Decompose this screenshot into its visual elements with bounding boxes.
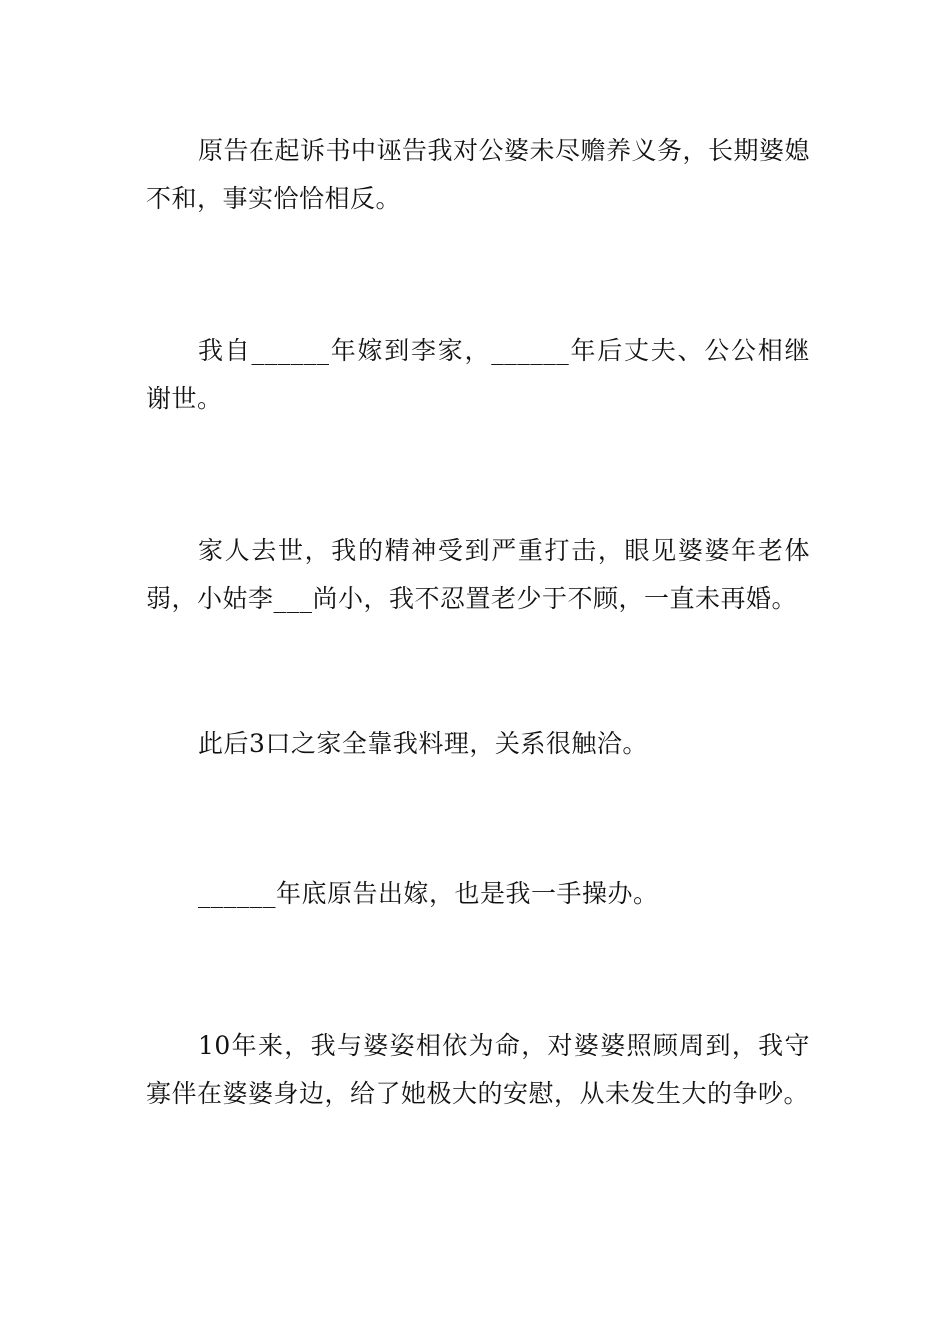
paragraph-4: 此后3口之家全靠我料理，关系很触洽。 (198, 729, 648, 758)
paragraph-1: 原告在起诉书中诬告我对公婆未尽赡养义务，长期婆媳不和，事实恰恰相反。 (146, 136, 811, 213)
paragraph-2: 我自______年嫁到李家，______年后丈夫、公公相继谢世。 (146, 336, 810, 413)
paragraph-3: 家人去世，我的精神受到严重打击，眼见婆婆年老体弱，小姑李___尚小，我不忍置老少于不顾，一直未再婚。 (146, 536, 810, 613)
paragraph-6: 10年来，我与婆姿相依为命，对婆婆照顾周到，我守寡伴在婆婆身边，给了她极大的安慰，从未发生大的争吵。 (146, 1031, 810, 1108)
paragraph-5: ______年底原告出嫁，也是我一手操办。 (198, 879, 659, 908)
